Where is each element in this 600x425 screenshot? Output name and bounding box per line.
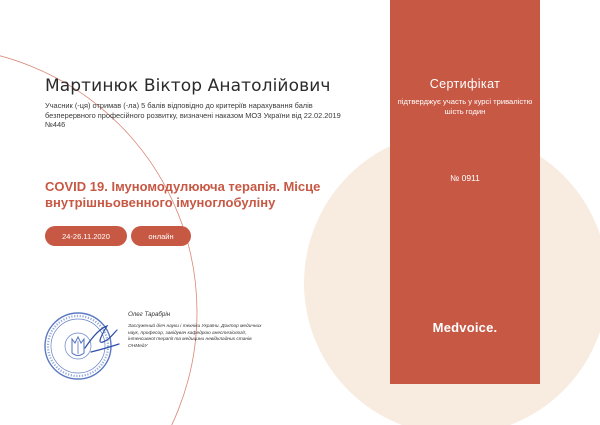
certificate-sidebar <box>390 0 540 384</box>
medvoice-logo: Medvoice. <box>432 320 498 335</box>
points-description: Учасник (-ця) отримав (-ла) 5 балів відповідно до критеріїв нарахування балів безперервного професійного розвитку, визначені наказом МОЗ України від 22.02.2019 №446 <box>45 101 341 130</box>
certificate-number: № 0911 <box>450 173 480 183</box>
round-seal-icon <box>41 308 123 388</box>
format-badge: онлайн <box>131 226 191 246</box>
course-title: COVID 19. Імуномодулююча терапія. Місце внутрішньовенного імуноглобуліну <box>45 179 321 210</box>
certificate-subtitle: підтверджує участь у курсі тривалістю шість годин <box>397 97 533 116</box>
signer-name: Олег Тарабрін <box>128 311 171 318</box>
certificate-title: Сертифікат <box>429 77 501 91</box>
signer-credentials: Заслужений діяч науки і техніки України. Доктор медичних наук, професор, завідувач кафедрою анестезіології, інтенсивної терапії та медицини невідкладних станів ОНМедУ <box>128 324 262 349</box>
handwritten-signature-icon <box>85 326 119 352</box>
date-badge: 24-26.11.2020 <box>45 226 127 246</box>
recipient-name: Мартинюк Віктор Анатолійович <box>45 76 331 96</box>
